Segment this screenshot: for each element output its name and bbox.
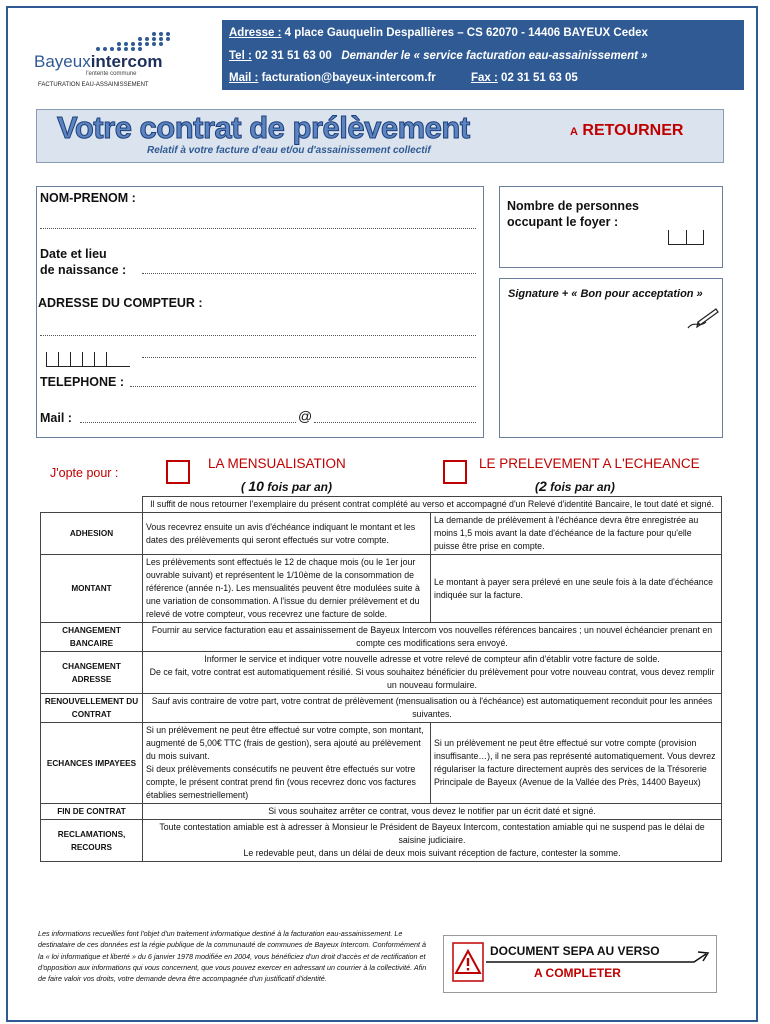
renouvellement-text: Sauf avis contraire de votre part, votre contrat de prélèvement (mensualisation ou à l'échéance) est automatiquement reconduit pour les années suivantes.: [143, 694, 722, 723]
conditions-table: [40, 496, 722, 862]
birth-field[interactable]: [142, 273, 476, 274]
persons-count-field[interactable]: [668, 230, 704, 245]
meter-address-field[interactable]: [40, 335, 476, 336]
row-header-montant: MONTANT: [41, 555, 143, 623]
header-fax: Fax : 02 31 51 63 05: [471, 72, 578, 84]
mensualisation-title: LA MENSUALISATION: [208, 456, 346, 471]
logo-dots-icon: [64, 30, 174, 52]
birth-label-1: Date et lieu: [40, 247, 107, 261]
page-title: Votre contrat de prélèvement: [57, 110, 470, 145]
signature-label: Signature + « Bon pour acceptation »: [508, 288, 703, 300]
meter-address-label: ADRESSE DU COMPTEUR :: [38, 296, 203, 310]
impayes-mensualisation: [143, 723, 431, 804]
mail-user-field[interactable]: [80, 422, 296, 423]
nom-prenom-field[interactable]: [40, 228, 476, 229]
reclamations-text: [143, 820, 722, 862]
at-sign: @: [298, 408, 313, 424]
sepa-notice-box: [443, 935, 717, 993]
changement-adresse-line-2: De ce fait, votre contrat est automatiquement résilié. Si vous souhaitez bénéficier du prélèvement pour votre nouveau contrat, vous devez remplir un nouveau formulaire.: [149, 667, 715, 690]
birth-label-2: de naissance :: [40, 263, 127, 277]
persons-label-1: Nombre de personnes: [507, 199, 639, 213]
signature-box[interactable]: [499, 278, 723, 438]
title-banner: [36, 109, 724, 163]
table-row: [41, 694, 722, 723]
telephone-label: TELEPHONE :: [40, 375, 125, 389]
row-header-adhesion: ADHESION: [41, 513, 143, 555]
row-header-fin: FIN DE CONTRAT: [41, 804, 143, 820]
header-address: Adresse : 4 place Gauquelin Despallières – CS 62070 - 14406 BAYEUX Cedex: [229, 27, 648, 39]
montant-echeance: Le montant à payer sera prélevé en une seule fois à la date d'échéance indiquée sur la facture.: [431, 555, 722, 623]
header-phone: Tel : 02 31 51 63 00 Demander le « service facturation eau-assainissement »: [229, 50, 648, 62]
page-subtitle: Relatif à votre facture d'eau et/ou d'assainissement collectif: [147, 145, 431, 156]
mail-domain-field[interactable]: [314, 422, 476, 423]
reclamations-line-2: Le redevable peut, dans un délai de deux mois suivant réception de facture, contester la somme.: [243, 848, 621, 858]
row-header-reclamations: RECLAMATIONS, RECOURS: [41, 820, 143, 862]
row-header-impayes: ECHANCES IMPAYEES: [41, 723, 143, 804]
adhesion-echeance: La demande de prélèvement à l'échéance devra être enregistrée au moins 1,5 mois avant la date d'échéance de la facture pour qu'elle puisse être prise en compte.: [431, 513, 722, 555]
table-row: [41, 497, 722, 513]
identity-form-box: [36, 186, 484, 438]
option-prompt: J'opte pour :: [50, 466, 119, 480]
table-row: [41, 820, 722, 862]
legal-notice: Les informations recueillies font l'objet d'un traitement informatique destiné à la facturation eau-assainissement. Le destinataire de ces données est la régie publique de la communauté de communes de Bayeux Intercom. Conformément à la « loi informatique et liberté » du 6 janvier 1978 modifiée en 2004, vous bénéficiez d'un droit d'accès et de rectification et d'opposition aux informations qui vous concernent, que vous pouvez exercer en adressant un courrier à la collectivité. Afin de faire valoir vos droits, votre demande devra être accompagnée d'un justificatif d'identité.: [38, 929, 427, 984]
changement-adresse-text: [143, 652, 722, 694]
reclamations-line-1: Toute contestation amiable est à adresser à Monsieur le Président de Bayeux Intercom, contestation amiable qui ne suspend pas le délai de saisine judiciaire.: [159, 822, 705, 845]
warning-icon: [452, 942, 484, 982]
impayes-line-2: Si deux prélèvements consécutifs ne peuvent être effectués sur votre compte, le présent contrat prend fin (vous recevrez donc vos factures établies semestriellement): [146, 764, 416, 800]
row-header-changement-bancaire: CHANGEMENT BANCAIRE: [41, 623, 143, 652]
row-header-renouvellement: RENOUVELLEMENT DU CONTRAT: [41, 694, 143, 723]
impayes-line-1: Si un prélèvement ne peut être effectué sur votre compte, son montant, augmenté de 5,00€ TTC (frais de gestion), sera ajouté au prélèvement du mois suivant.: [146, 725, 424, 761]
table-row: [41, 804, 722, 820]
table-row: [41, 623, 722, 652]
bayeux-intercom-logo: [34, 26, 214, 90]
nom-prenom-label: NOM-PRENOM :: [40, 191, 136, 205]
postal-code-field[interactable]: [46, 352, 130, 367]
fin-text: Si vous souhaitez arrêter ce contrat, vous devez le notifier par un écrit daté et signé.: [143, 804, 722, 820]
sepa-notice-title: DOCUMENT SEPA AU VERSO: [490, 944, 660, 958]
adhesion-mensualisation: Vous recevrez ensuite un avis d'échéance indiquant le montant et les dates des prélèvements qui seront effectués sur votre compte.: [143, 513, 431, 555]
logo-department: FACTURATION EAU-ASSAINISSEMENT: [38, 82, 149, 88]
city-field[interactable]: [142, 357, 476, 358]
table-row: [41, 723, 722, 804]
pen-writing-icon: [686, 306, 720, 330]
sepa-notice-action: A COMPLETER: [534, 966, 621, 980]
persons-label-2: occupant le foyer :: [507, 215, 619, 229]
logo-tagline: l'entente commune: [86, 71, 137, 77]
changement-adresse-line-1: Informer le service et indiquer votre nouvelle adresse et votre relevé de compteur afin d'établir votre facture de solde.: [204, 654, 660, 664]
echeance-title: LE PRELEVEMENT A L'ECHEANCE: [479, 456, 700, 471]
telephone-field[interactable]: [130, 386, 476, 387]
table-row: [41, 652, 722, 694]
montant-mensualisation: Les prélèvements sont effectués le 12 de chaque mois (ou le 1er jour ouvrable suivant) et représentent le 1/10ème de la consommation de référence (année n-1). Les mensualités peuvent être modulées suite à une variation de consommation. A l'issue du dernier prélèvement et du relevé de votre compteur, vous recevrez une facture de solde.: [143, 555, 431, 623]
table-row: [41, 513, 722, 555]
mensualisation-checkbox[interactable]: [166, 460, 190, 484]
echeance-frequency: (2 fois par an): [535, 478, 615, 494]
logo-wordmark: Bayeuxintercom: [34, 52, 163, 71]
table-row: [41, 555, 722, 623]
return-notice: A RETOURNER: [570, 122, 684, 139]
row-header-changement-adresse: CHANGEMENT ADRESSE: [41, 652, 143, 694]
intro-text: Il suffit de nous retourner l'exemplaire du présent contrat complété au verso et accompagné d'un Relevé d'identité Bancaire, le tout daté et signé.: [143, 497, 722, 513]
impayes-echeance: Si un prélèvement ne peut être effectué sur votre compte (provision insuffisante…), il ne sera pas représenté automatiquement. Vous devrez régulariser la facture directement auprès des services de la Trésorerie Principale de Bayeux (Avenue de la Vallée des Près, 14400 Bayeux): [431, 723, 722, 804]
mail-label: Mail :: [40, 411, 72, 425]
mensualisation-frequency: ( 10 fois par an): [241, 478, 332, 494]
changement-bancaire-text: Fournir au service facturation eau et assainissement de Bayeux Intercom vos nouvelles références bancaires ; un nouvel échéancier prenant en compte ces modifications sera envoyé.: [143, 623, 722, 652]
echeance-checkbox[interactable]: [443, 460, 467, 484]
header-mail: Mail : facturation@bayeux-intercom.fr: [229, 72, 436, 84]
